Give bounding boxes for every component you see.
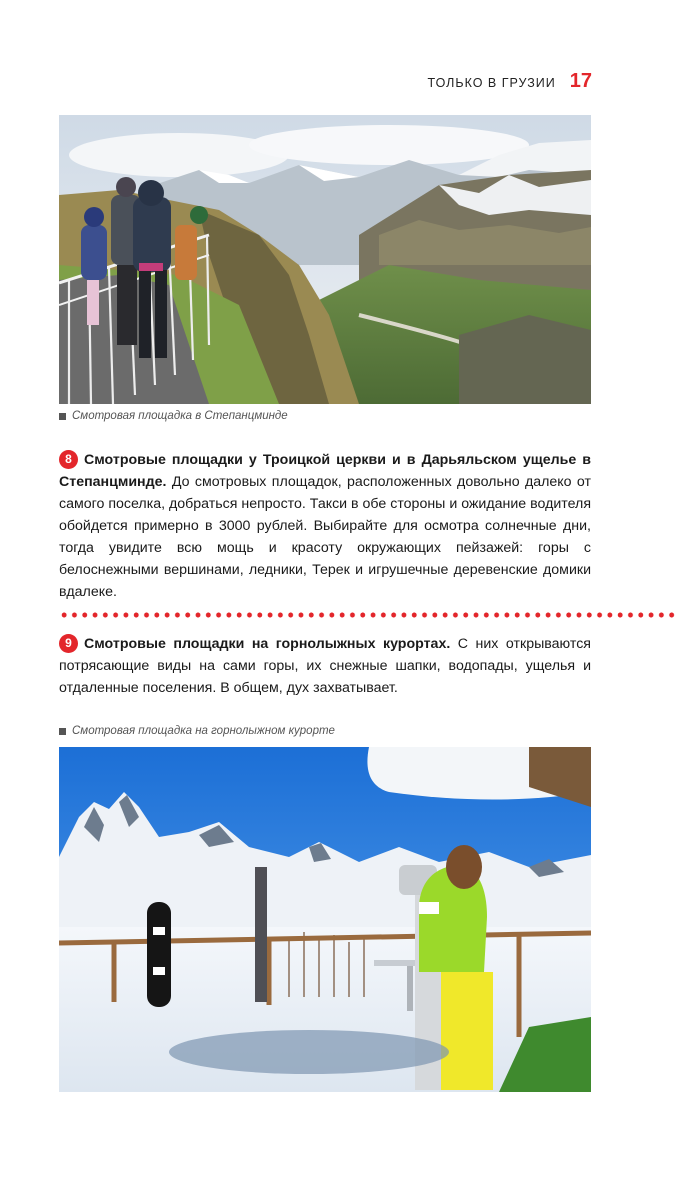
item-title: Смотровые площадки у Троицкой церкви и в Дарьяльском ущелье в Степанцминде. [59, 452, 591, 490]
photo-ski-resort-viewpoint [59, 747, 591, 1092]
item-title: Смотровые площадки на горнолыжных курортах. [84, 636, 451, 652]
section-title: ТОЛЬКО В ГРУЗИИ [427, 76, 556, 90]
figure-caption [59, 725, 335, 737]
photo-stepantsminda-viewpoint [59, 115, 591, 404]
mountain-viewpoint-illustration [59, 115, 591, 404]
page-number: 17 [569, 70, 592, 92]
running-head [330, 70, 592, 96]
ski-resort-illustration [59, 747, 591, 1092]
caption-bullet [59, 413, 66, 420]
item-paragraph [59, 449, 591, 603]
caption-bullet [59, 728, 66, 735]
caption-text: Смотровая площадка в Степанцминде [72, 410, 288, 422]
dotted-divider [59, 611, 679, 619]
figure-caption [59, 410, 288, 422]
item-paragraph [59, 633, 591, 699]
item-number-badge: 9 [59, 634, 78, 653]
item-body: До смотровых площадок, расположенных довольно далеко от самого поселка, добраться непросто. Такси в обе стороны и ожидание водителя обойдется примерно в 3000 рублей. Выбирайте для осмотра солнечные дни, тогда увидите всю мощь и красоту окружающих пейзажей: горы с белоснежными вершинами, ледники, Терек и игрушечные деревенские домики вдалеке. [59, 474, 591, 600]
item-body: С них открываются потрясающие виды на сами горы, их снежные шапки, водопады, ущелья и отдаленные поселения. В общем, дух захватывает. [59, 636, 591, 696]
item-number-badge: 8 [59, 450, 78, 469]
caption-text: Смотровая площадка на горнолыжном курорте [72, 725, 335, 737]
